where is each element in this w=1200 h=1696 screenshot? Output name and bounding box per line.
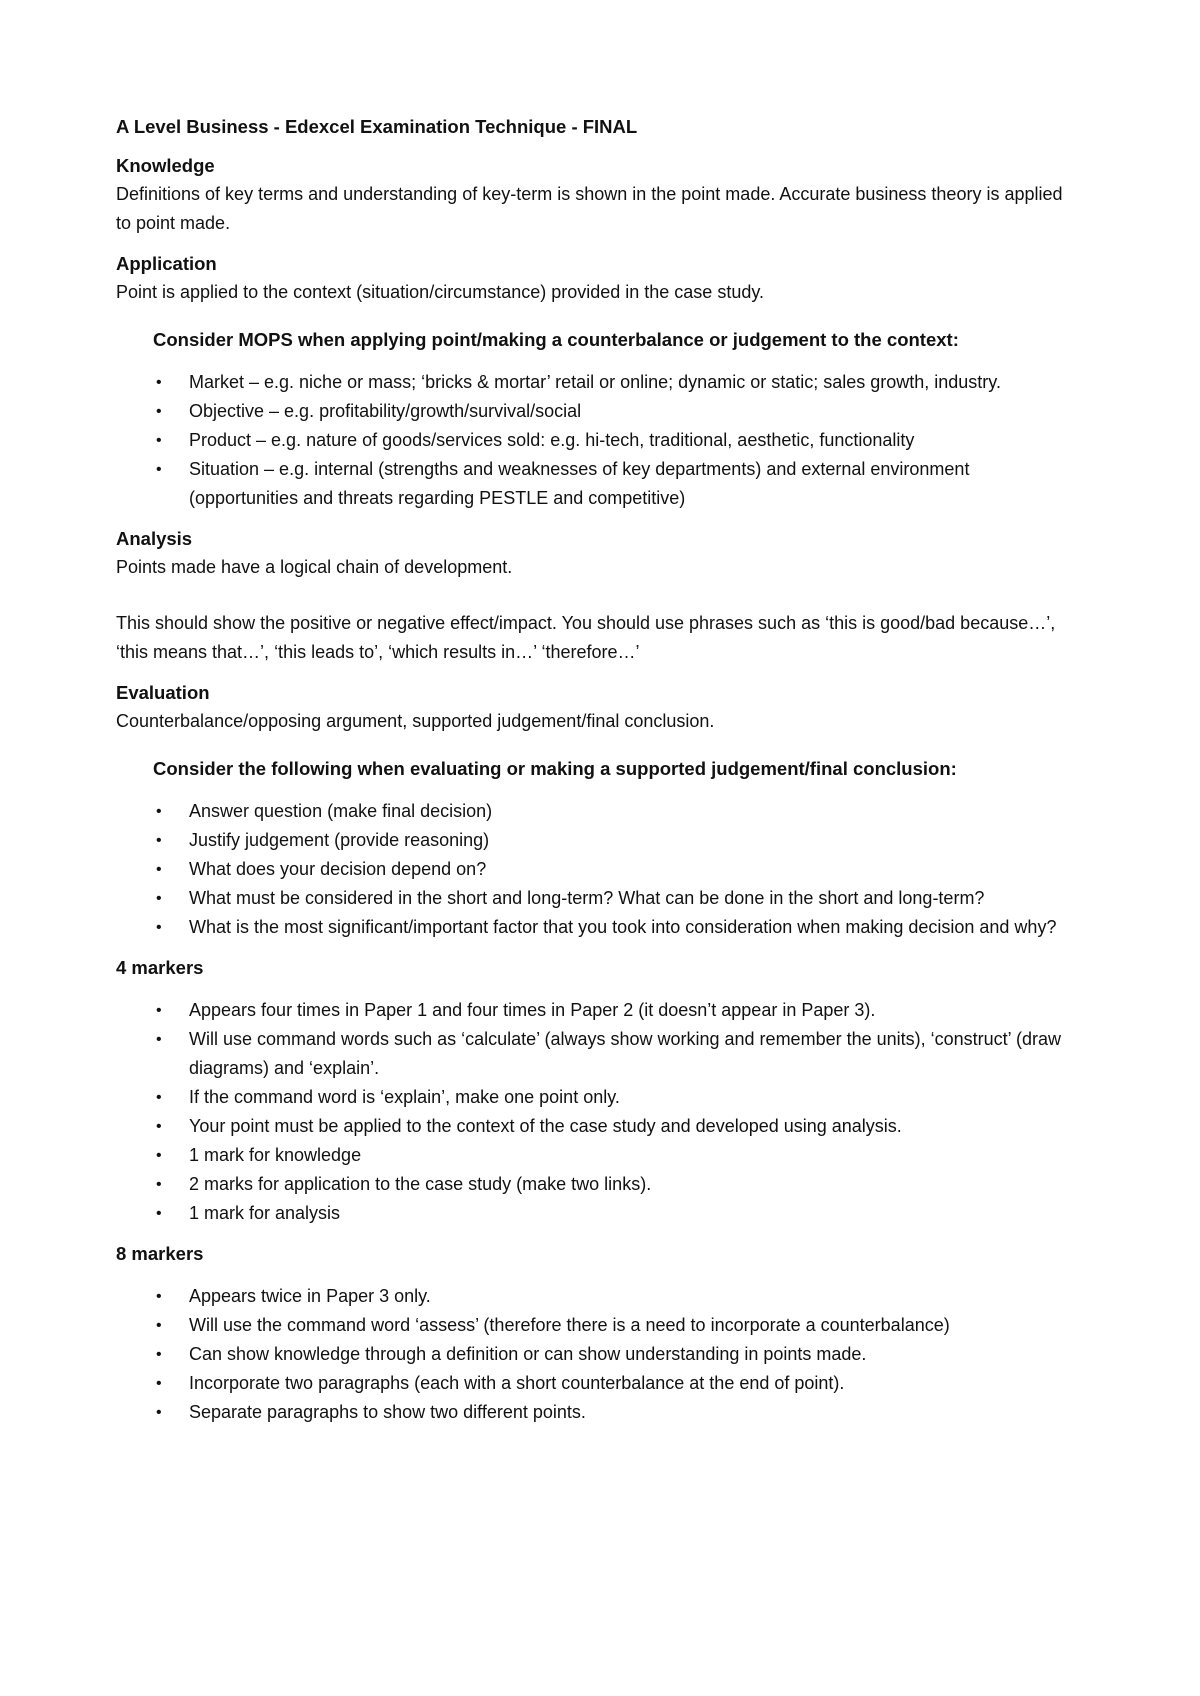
list-item: • What is the most significant/important factor that you took into consideration when making decision and why? — [116, 913, 1076, 942]
heading-application: Application — [116, 253, 217, 274]
bullet-icon: • — [156, 461, 162, 478]
bullet-icon: • — [156, 919, 162, 936]
heading-evaluation: Evaluation — [116, 682, 210, 703]
list-item: • Objective – e.g. profitability/growth/survival/social — [116, 397, 1076, 426]
list-item: • What does your decision depend on? — [116, 855, 1076, 884]
list-item: • Will use command words such as ‘calculate’ (always show working and remember the units), ‘construct’ (draw diagrams) and ‘explain’. — [116, 1025, 1076, 1083]
heading-knowledge: Knowledge — [116, 155, 215, 176]
heading-analysis: Analysis — [116, 528, 193, 549]
bullet-icon: • — [156, 1205, 162, 1222]
knowledge-text: Definitions of key terms and understanding of key-term is shown in the point made. Accurate business theory is applied to point made. — [116, 184, 1063, 233]
bullet-icon: • — [156, 1346, 162, 1363]
bullet-icon: • — [156, 1404, 162, 1421]
bullet-icon: • — [156, 374, 162, 391]
list-item: • Can show knowledge through a definition or can show understanding in points made. — [116, 1340, 1076, 1369]
bullet-icon: • — [156, 1002, 162, 1019]
list-item: • Incorporate two paragraphs (each with a short counterbalance at the end of point). — [116, 1369, 1076, 1398]
bullet-icon: • — [156, 1375, 162, 1392]
list-item: • 1 mark for analysis — [116, 1199, 1076, 1228]
bullet-icon: • — [156, 1118, 162, 1135]
list-item: • What must be considered in the short and long-term? What can be done in the short and long-term? — [116, 884, 1076, 913]
bullet-icon: • — [156, 403, 162, 420]
list-item: • 1 mark for knowledge — [116, 1141, 1076, 1170]
bullet-icon: • — [156, 1176, 162, 1193]
eight-markers-list — [116, 1282, 1076, 1427]
list-item: • Product – e.g. nature of goods/services sold: e.g. hi-tech, traditional, aesthetic, functionality — [116, 426, 1076, 455]
application-text: Point is applied to the context (situation/circumstance) provided in the case study. — [116, 282, 765, 302]
evaluation-list — [116, 797, 1076, 942]
list-item: • Situation – e.g. internal (strengths and weaknesses of key departments) and external environment (opportunities and threats regarding PESTLE and competitive) — [116, 455, 1076, 513]
bullet-icon: • — [156, 1031, 162, 1048]
bullet-icon: • — [156, 832, 162, 849]
analysis-text-2: This should show the positive or negative effect/impact. You should use phrases such as ‘this is good/bad because…’, ‘this means that…’, ‘this leads to’, ‘which results in…’ ‘therefore…’ — [116, 613, 1056, 662]
bullet-icon: • — [156, 803, 162, 820]
bullet-icon: • — [156, 861, 162, 878]
list-item: • Appears four times in Paper 1 and four times in Paper 2 (it doesn’t appear in Paper 3). — [116, 996, 1076, 1025]
four-markers-list — [116, 996, 1076, 1228]
evaluation-subheading: Consider the following when evaluating or making a supported judgement/final conclusion: — [153, 758, 957, 779]
bullet-icon: • — [156, 1288, 162, 1305]
bullet-icon: • — [156, 1089, 162, 1106]
list-item: • Will use the command word ‘assess’ (therefore there is a need to incorporate a counterbalance) — [116, 1311, 1076, 1340]
bullet-icon: • — [156, 1317, 162, 1334]
evaluation-text: Counterbalance/opposing argument, supported judgement/final conclusion. — [116, 711, 715, 731]
list-item: • Answer question (make final decision) — [116, 797, 1076, 826]
list-item: • Your point must be applied to the context of the case study and developed using analysis. — [116, 1112, 1076, 1141]
bullet-icon: • — [156, 432, 162, 449]
list-item: • Separate paragraphs to show two different points. — [116, 1398, 1076, 1427]
heading-8-markers: 8 markers — [116, 1243, 204, 1264]
list-item: • If the command word is ‘explain’, make one point only. — [116, 1083, 1076, 1112]
document-title: A Level Business - Edexcel Examination Technique - FINAL — [116, 116, 638, 137]
analysis-text-1: Points made have a logical chain of development. — [116, 557, 513, 577]
list-item: • 2 marks for application to the case study (make two links). — [116, 1170, 1076, 1199]
mops-list — [116, 368, 1076, 513]
list-item: • Appears twice in Paper 3 only. — [116, 1282, 1076, 1311]
list-item: • Justify judgement (provide reasoning) — [116, 826, 1076, 855]
document-page — [116, 112, 1076, 1427]
heading-4-markers: 4 markers — [116, 957, 204, 978]
list-item: • Market – e.g. niche or mass; ‘bricks & mortar’ retail or online; dynamic or static; sales growth, industry. — [116, 368, 1076, 397]
bullet-icon: • — [156, 1147, 162, 1164]
bullet-icon: • — [156, 890, 162, 907]
application-subheading: Consider MOPS when applying point/making a counterbalance or judgement to the context: — [153, 329, 959, 350]
